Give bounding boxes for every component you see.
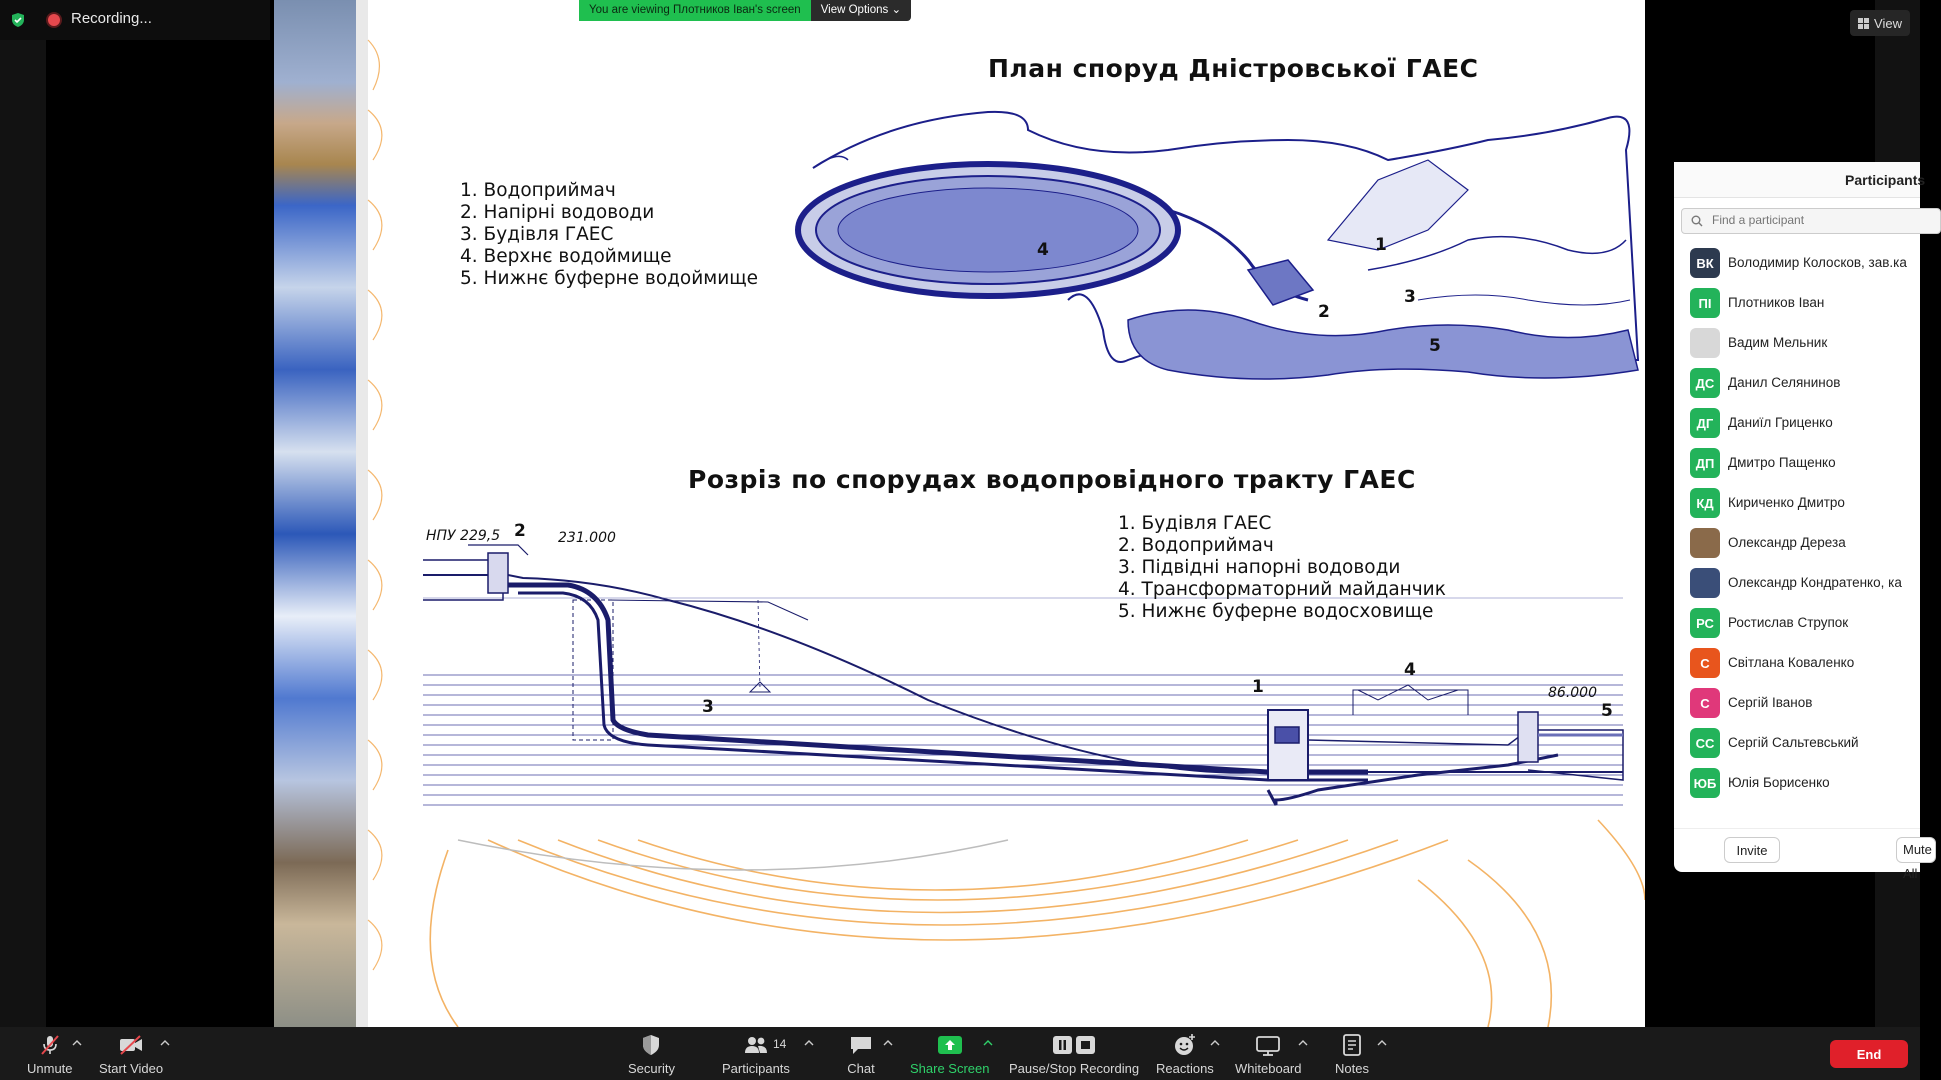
share-screen-caret-icon[interactable] [983,1039,993,1047]
participant-row[interactable] [1674,362,1920,402]
avatar: С [1690,648,1720,678]
participants-icon [742,1033,770,1057]
participant-name: Плотников Іван [1728,295,1825,310]
elevation-label: 231.000 [558,530,616,546]
avatar: С [1690,688,1720,718]
avatar [1690,568,1720,598]
left-margin [0,0,46,1027]
reactions-label: Reactions [1156,1061,1214,1076]
section-legend [1118,513,1446,623]
participant-row[interactable] [1674,242,1920,282]
avatar: ДС [1690,368,1720,398]
share-screen-icon [936,1033,964,1057]
whiteboard-button[interactable] [1235,1033,1301,1076]
security-shield-icon [637,1033,665,1057]
start-video-label: Start Video [99,1061,164,1076]
grid-view-icon [1858,18,1869,29]
video-area-background [46,0,274,1027]
security-label: Security [628,1061,675,1076]
participant-name: Даниїл Гриценко [1728,415,1833,430]
section-legend-item: 2. Водоприймач [1118,535,1274,556]
avatar: ПІ [1690,288,1720,318]
participant-row[interactable] [1674,682,1920,722]
elevation-label: НПУ 229,5 [426,528,501,544]
chat-caret-icon[interactable] [883,1039,893,1047]
share-screen-label: Share Screen [910,1061,990,1076]
status-bar [0,0,270,40]
microphone-muted-icon [36,1033,64,1057]
plan-number-label: 5 [1429,336,1441,356]
participant-row[interactable] [1674,442,1920,482]
participant-row[interactable] [1674,282,1920,322]
search-icon [1691,215,1703,227]
avatar: КД [1690,488,1720,518]
participant-search-input[interactable] [1712,213,1912,227]
section-legend-item: 4. Трансформаторний майданчик [1118,579,1446,600]
meeting-toolbar [0,1027,1920,1080]
audio-options-caret-icon[interactable] [72,1039,82,1047]
chat-label: Chat [847,1061,875,1076]
shared-slide [368,0,1645,1027]
avatar: СС [1690,728,1720,758]
share-screen-button[interactable] [910,1033,990,1076]
avatar [1690,328,1720,358]
plan-legend-item: 3. Будівля ГАЕС [460,224,614,245]
camera-off-icon [117,1033,145,1057]
video-options-caret-icon[interactable] [160,1039,170,1047]
participant-row[interactable] [1674,322,1920,362]
reactions-button[interactable] [1156,1033,1214,1076]
decorative-arcs-left [368,40,382,970]
section-number-label: 4 [1404,660,1416,680]
section-legend-item: 5. Нижнє буферне водосховище [1118,601,1434,622]
chat-button[interactable] [847,1033,875,1076]
plan-number-label: 3 [1404,287,1416,307]
view-button[interactable] [1850,10,1910,36]
chat-bubble-icon [847,1033,875,1057]
viewing-screen-notice: You are viewing Плотников Іван's screen [579,0,811,21]
participants-caret-icon[interactable] [804,1039,814,1047]
avatar: РС [1690,608,1720,638]
notes-caret-icon[interactable] [1377,1039,1387,1047]
participant-name: Дмитро Пащенко [1728,455,1836,470]
participant-row[interactable] [1674,562,1920,602]
notes-button[interactable] [1335,1033,1369,1076]
participant-row[interactable] [1674,762,1920,802]
participant-name: Сергій Іванов [1728,695,1813,710]
avatar: ДГ [1690,408,1720,438]
whiteboard-caret-icon[interactable] [1298,1039,1308,1047]
plan-number-label: 4 [1037,240,1049,260]
plan-number-label: 2 [1318,302,1330,322]
plan-legend-item: 1. Водоприймач [460,180,616,201]
notes-label: Notes [1335,1061,1369,1076]
participant-row[interactable] [1674,602,1920,642]
participants-label: Participants [722,1061,790,1076]
plan-legend-item: 5. Нижнє буферне водоймище [460,268,759,289]
section-legend-item: 3. Підвідні напорні водоводи [1118,557,1401,578]
plan-legend [460,180,758,290]
participants-panel-title: Participants [1845,172,1926,188]
slide-border [356,0,368,1027]
screen-share-banner [579,0,911,21]
participant-name: Юлія Борисенко [1728,775,1830,790]
avatar [1690,528,1720,558]
view-options-button[interactable] [811,0,911,21]
whiteboard-icon [1254,1033,1282,1057]
participant-row[interactable] [1674,402,1920,442]
pause-stop-icon [1048,1033,1100,1057]
section-title: Розріз по спорудах водопровідного тракту ГАЕС [688,465,1416,494]
participant-row[interactable] [1674,522,1920,562]
participant-row[interactable] [1674,722,1920,762]
participants-panel-header [1674,162,1926,198]
mute-all-button[interactable]: Mute All [1896,837,1936,863]
security-button[interactable] [628,1033,675,1076]
invite-button[interactable]: Invite [1724,837,1780,863]
plan-number-label: 1 [1375,235,1387,255]
reactions-caret-icon[interactable] [1210,1039,1220,1047]
unmute-label: Unmute [27,1061,73,1076]
participant-row[interactable] [1674,642,1920,682]
elevation-label: 86.000 [1548,685,1597,701]
pause-stop-recording-label: Pause/Stop Recording [1009,1061,1140,1076]
participant-row[interactable] [1674,482,1920,522]
participant-name: Сергій Сальтевський [1728,735,1859,750]
participants-count-badge: 14 [773,1037,787,1051]
recording-dot-icon [48,14,60,26]
plan-title: План споруд Дністровської ГАЕС [988,54,1479,83]
reactions-smiley-icon [1171,1033,1199,1057]
participant-search-box[interactable] [1681,208,1941,234]
pause-stop-recording-button[interactable] [1009,1033,1139,1076]
encryption-shield-icon[interactable] [10,12,26,28]
start-video-button[interactable] [99,1033,163,1076]
participant-name: Ростислав Струпок [1728,615,1849,630]
participant-name: Вадим Мельник [1728,335,1828,350]
section-number-label: 3 [702,697,714,717]
avatar: ВК [1690,248,1720,278]
recording-status: Recording... [71,10,152,27]
decorative-arcs-bottom [430,820,1645,1027]
section-number-label: 2 [514,521,526,541]
section-number-label: 5 [1601,701,1613,721]
section-legend-item: 1. Будівля ГАЕС [1118,513,1272,534]
participant-name: Олександр Кондратенко, ка [1728,575,1902,590]
participant-name: Кириченко Дмитро [1728,495,1845,510]
end-meeting-button[interactable]: End [1830,1040,1908,1068]
shared-screen-background-image [274,0,368,1027]
slide-drawings [368,0,1645,1027]
participant-name: Олександр Дереза [1728,535,1846,550]
participant-name: Володимир Колосков, зав.ка [1728,255,1907,270]
whiteboard-label: Whiteboard [1235,1061,1302,1076]
participant-name: Світлана Коваленко [1728,655,1855,670]
chevron-down-icon: ⌄ [891,4,902,16]
avatar: ЮБ [1690,768,1720,798]
notes-icon [1338,1033,1366,1057]
plan-drawing [798,112,1638,379]
avatar: ДП [1690,448,1720,478]
participants-panel-footer [1674,828,1932,881]
plan-legend-item: 4. Верхнє водоймище [460,246,672,267]
plan-legend-item: 2. Напірні водоводи [460,202,655,223]
view-button-label: View [1874,15,1902,31]
view-options-label: View Options [820,4,889,16]
participant-list [1674,242,1920,802]
section-number-label: 1 [1252,677,1264,697]
participants-panel [1674,162,1932,881]
unmute-button[interactable] [27,1033,73,1076]
participant-name: Данил Селянинов [1728,375,1841,390]
